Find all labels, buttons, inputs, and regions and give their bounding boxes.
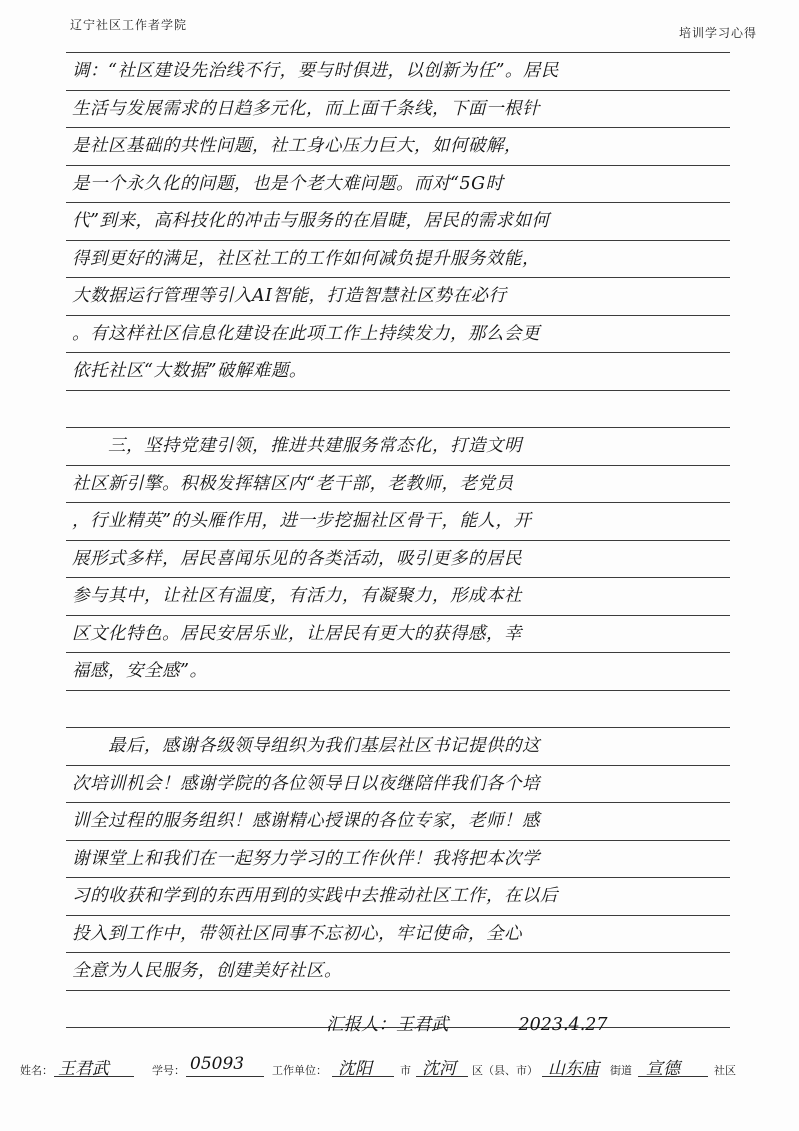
rule-line: [66, 990, 730, 991]
community-underline: [638, 1076, 708, 1077]
street-value: 山东庙: [548, 1059, 599, 1079]
student-id-underline: [186, 1076, 264, 1077]
signature-line: [326, 1007, 726, 1043]
name-value: 王君武: [58, 1059, 109, 1079]
handwritten-line: 三，坚持党建引领，推进共建服务常态化，打造文明: [72, 436, 522, 456]
header-document-title: 培训学习心得: [678, 26, 757, 40]
handwritten-line: 福感，安全感”。: [72, 661, 208, 681]
handwritten-line: 社区新引擎。积极发挥辖区内“老干部，老教师，老党员: [72, 473, 514, 494]
header-institute-title: 辽宁社区工作者学院: [70, 18, 188, 32]
handwritten-line: 调：“社区建设先治线不行，要与时俱进，以创新为任”。居民: [72, 61, 559, 81]
handwritten-line: 习的收获和学到的东西用到的实践中去推动社区工作，在以后: [72, 886, 558, 906]
rule-line: [66, 690, 730, 691]
handwritten-line: 谢课堂上和我们在一起努力学习的工作伙伴！我将把本次学: [72, 848, 540, 869]
handwritten-line: 投入到工作中，带领社区同事不忘初心，牢记使命，全心: [72, 923, 522, 944]
handwritten-line: 生活与发展需求的日趋多元化，而上面千条线，下面一根针: [72, 98, 540, 119]
handwritten-line: 区文化特色。居民安居乐业，让居民有更大的获得感，幸: [72, 623, 522, 644]
footer-info: [18, 1052, 788, 1082]
handwritten-line: 是一个永久化的问题，也是个老大难问题。而对“5G时: [72, 173, 504, 194]
report-date: 2023.4.27: [518, 1015, 608, 1035]
city-underline: [332, 1076, 394, 1077]
handwritten-line: 训全过程的服务组织！感谢精心授课的各位专家，老师！感: [72, 811, 540, 831]
district-label: 区（县、市）: [472, 1064, 538, 1077]
student-id-label: 学号：: [152, 1064, 185, 1077]
ruled-writing-area: [66, 52, 730, 1044]
community-value: 宣德: [646, 1059, 680, 1079]
handwritten-line: 。有这样社区信息化建设在此项工作上持续发力，那么会更: [72, 323, 540, 344]
name-underline: [54, 1076, 134, 1077]
street-label: 街道: [610, 1064, 632, 1077]
handwritten-line: 是社区基础的共性问题，社工身心压力巨大，如何破解，: [72, 136, 522, 156]
street-underline: [542, 1076, 598, 1077]
handwritten-line: 得到更好的满足，社区社工的工作如何减负提升服务效能，: [72, 248, 540, 269]
handwritten-line: 参与其中，让社区有温度，有活力，有凝聚力，形成本社: [72, 586, 522, 606]
handwritten-line: 次培训机会！感谢学院的各位领导日以夜继陪伴我们各个培: [72, 773, 540, 794]
city-label: 市: [400, 1064, 411, 1077]
district-value: 沈河: [422, 1059, 456, 1079]
city-value: 沈阳: [338, 1059, 372, 1079]
work-unit-label: 工作单位：: [272, 1064, 327, 1077]
handwritten-line: 全意为人民服务，创建美好社区。: [72, 961, 342, 981]
handwritten-line: 依托社区“大数据”破解难题。: [72, 361, 307, 381]
handwritten-line: 大数据运行管理等引入AI智能，打造智慧社区势在必行: [72, 286, 507, 306]
community-label: 社区: [714, 1064, 736, 1077]
handwritten-line: ，行业精英”的头雁作用，进一步挖掘社区骨干，能人，开: [72, 511, 532, 531]
name-label: 姓名：: [20, 1064, 53, 1077]
student-id-value: 05093: [190, 1054, 245, 1074]
district-underline: [416, 1076, 468, 1077]
handwritten-line: 最后，感谢各级领导组织为我们基层社区书记提供的这: [72, 736, 540, 756]
rule-line: [66, 390, 730, 391]
handwritten-line: 展形式多样，居民喜闻乐见的各类活动，吸引更多的居民: [72, 548, 522, 569]
handwritten-line: 代”到来，高科技化的冲击与服务的在眉睫，居民的需求如何: [72, 211, 550, 231]
reporter-signature: 汇报人：王君武: [326, 1015, 449, 1035]
